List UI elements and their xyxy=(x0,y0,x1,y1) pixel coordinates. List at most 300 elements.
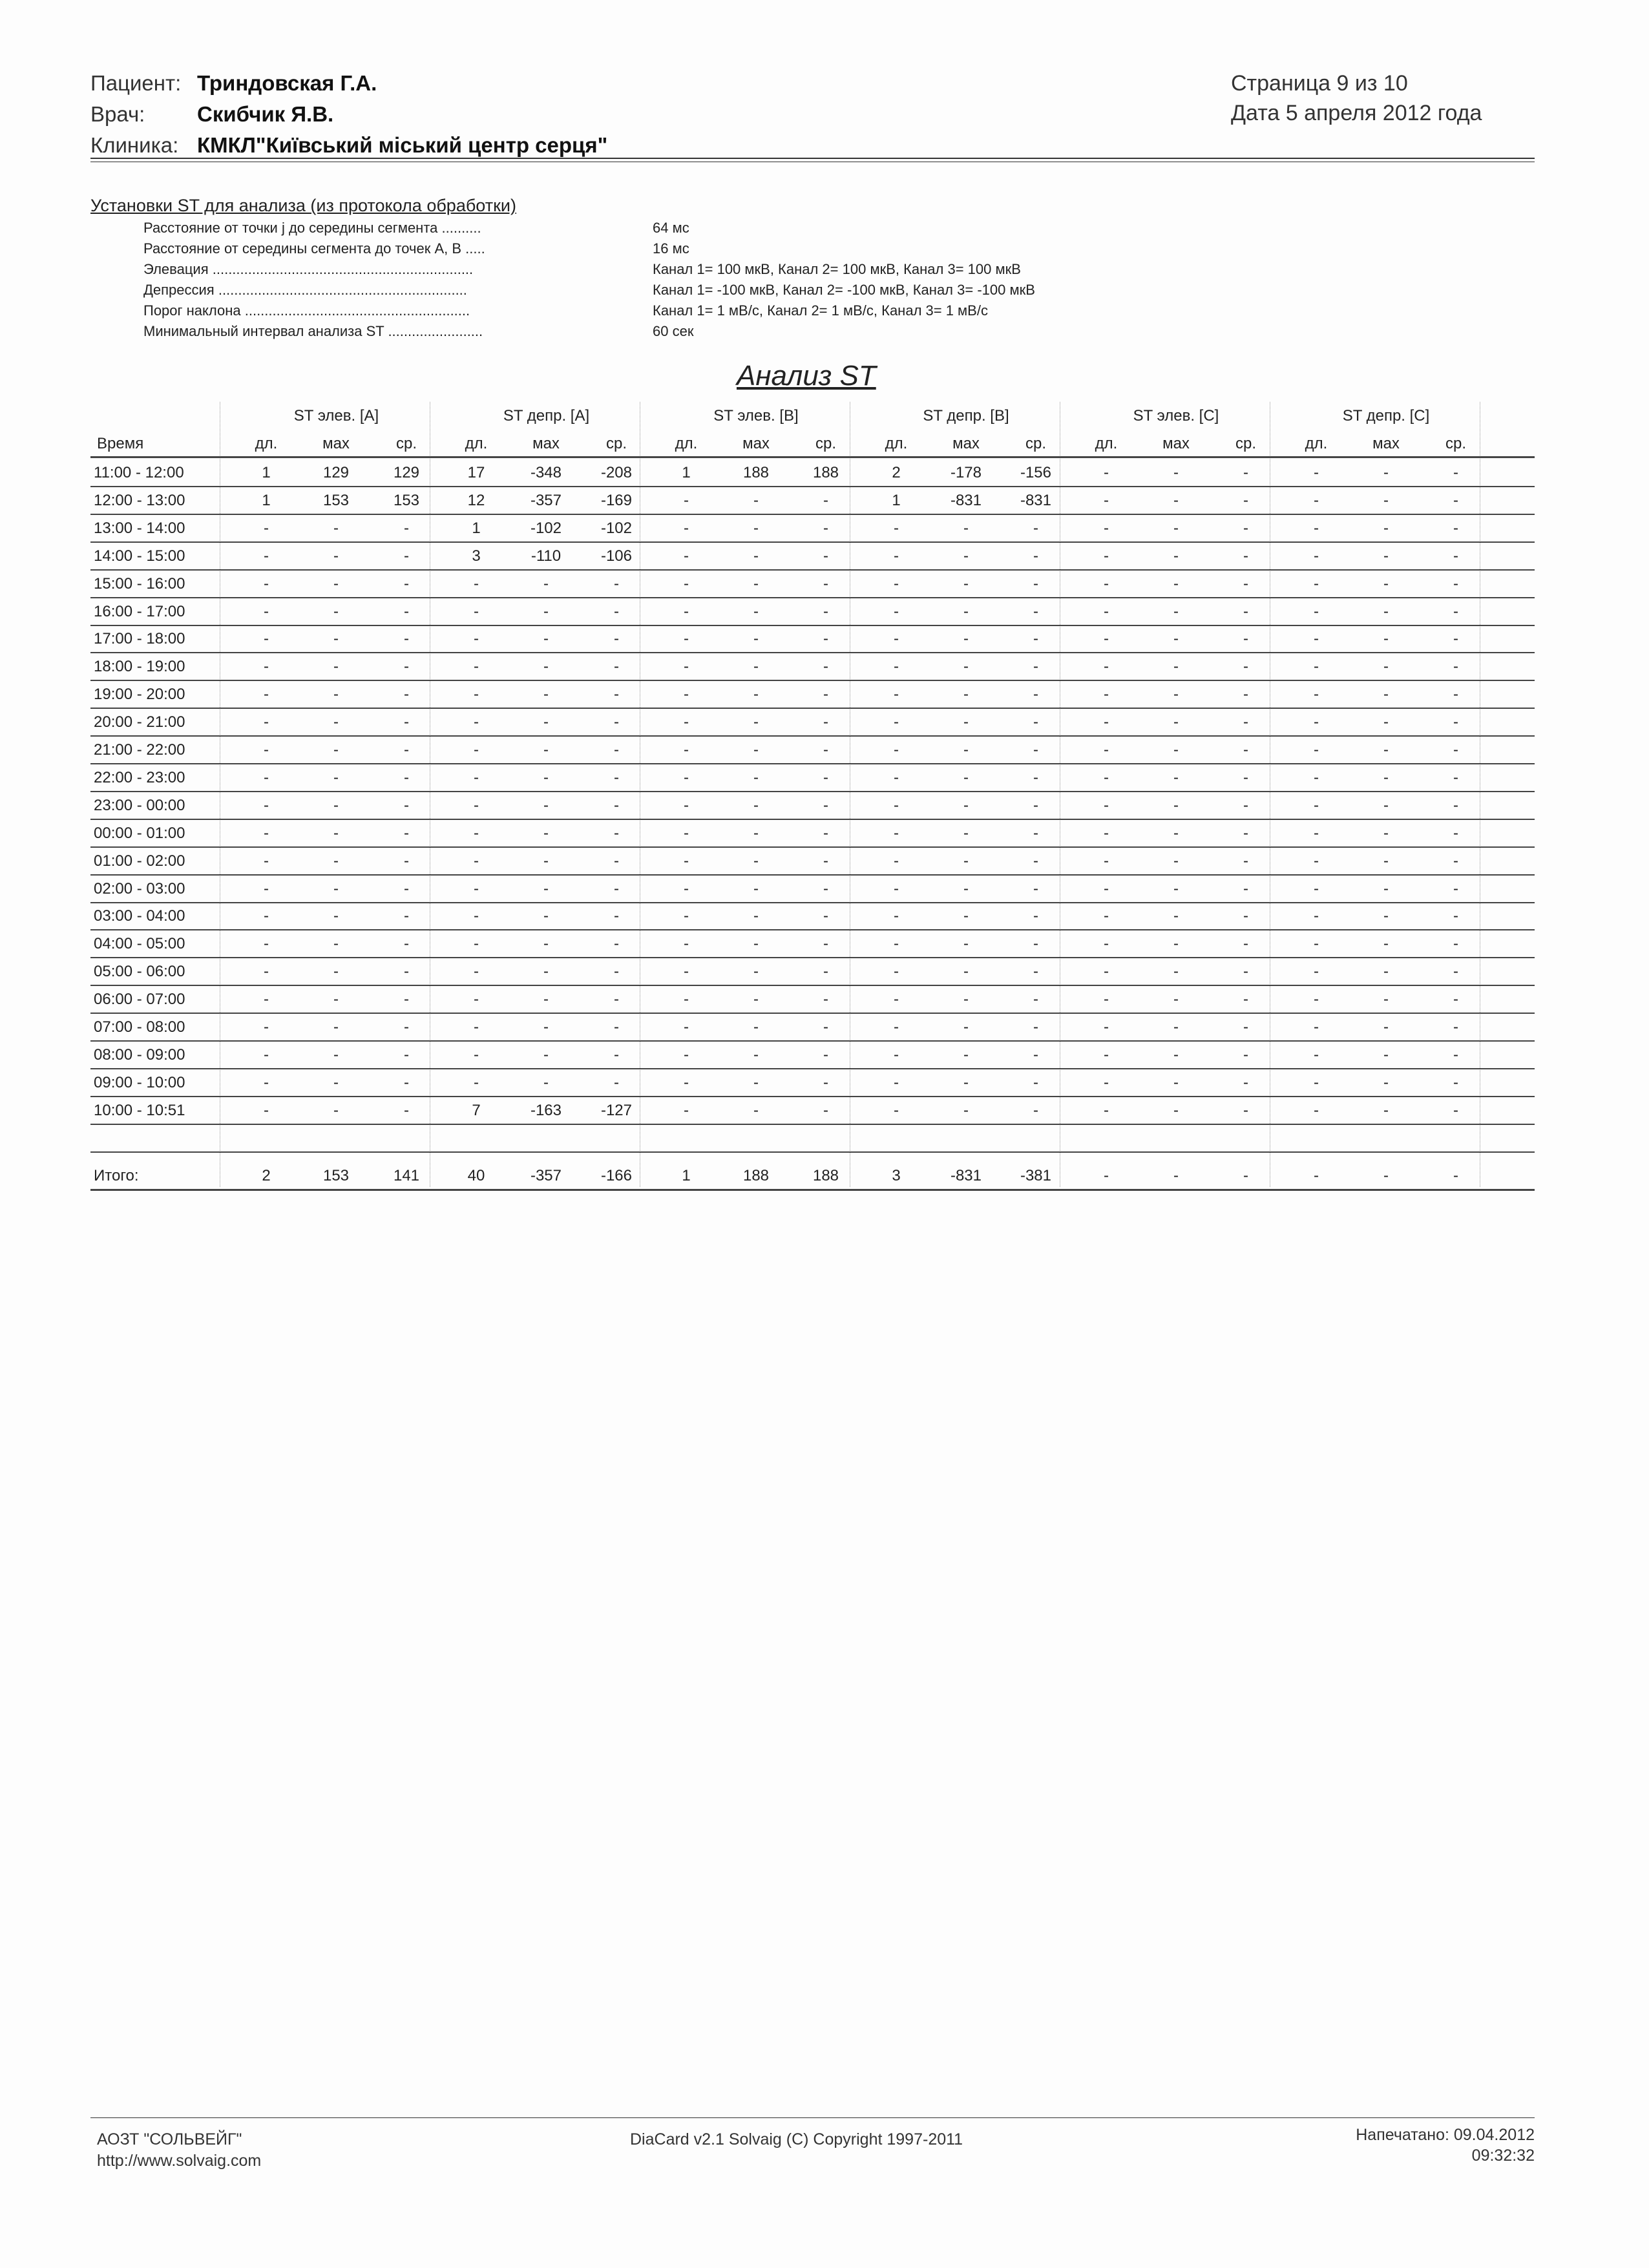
table-cell: - xyxy=(1314,630,1319,647)
table-cell: - xyxy=(1104,991,1109,1008)
header-rule xyxy=(90,456,1535,458)
table-cell: - xyxy=(1173,658,1179,675)
table-cell: - xyxy=(684,630,689,647)
table-cell: - xyxy=(1104,907,1109,925)
table-cell: - xyxy=(894,603,899,620)
table-cell: - xyxy=(404,907,409,925)
table-cell: - xyxy=(264,741,269,759)
total-cell: -166 xyxy=(600,1167,633,1184)
table-cell: - xyxy=(614,880,619,898)
table-cell: - xyxy=(1314,935,1319,952)
row-time: 14:00 - 15:00 xyxy=(94,547,185,565)
table-cell: - xyxy=(1243,464,1248,481)
table-cell: - xyxy=(614,686,619,703)
table-cell: - xyxy=(1033,1074,1038,1091)
table-cell: - xyxy=(1104,520,1109,537)
total-cell: - xyxy=(1104,1167,1109,1184)
table-cell: - xyxy=(264,852,269,870)
table-cell: - xyxy=(963,797,969,814)
column-subheader: дл. xyxy=(255,435,278,452)
table-cell: - xyxy=(753,769,759,786)
total-cell: 188 xyxy=(742,1167,770,1184)
table-cell: - xyxy=(264,935,269,952)
table-cell: 153 xyxy=(393,492,420,509)
table-cell: - xyxy=(684,658,689,675)
table-cell: - xyxy=(963,575,969,593)
table-cell: - xyxy=(1314,1018,1319,1036)
table-cell: - xyxy=(823,1018,828,1036)
table-cell: - xyxy=(543,686,549,703)
table-cell: - xyxy=(1104,603,1109,620)
table-cell: - xyxy=(963,547,969,565)
table-row-line xyxy=(90,1068,1535,1069)
table-cell: - xyxy=(1383,907,1389,925)
table-cell: - xyxy=(1314,1102,1319,1119)
column-subheader: ср. xyxy=(1445,435,1466,452)
table-cell: - xyxy=(474,769,479,786)
table-cell: - xyxy=(614,824,619,842)
table-cell: - xyxy=(333,603,339,620)
table-cell: - xyxy=(333,907,339,925)
table-cell: - xyxy=(963,991,969,1008)
table-cell: - xyxy=(1104,713,1109,731)
table-cell: - xyxy=(1104,852,1109,870)
table-cell: - xyxy=(1243,824,1248,842)
table-cell: - xyxy=(333,547,339,565)
table-cell: -163 xyxy=(530,1102,562,1119)
table-cell: - xyxy=(894,852,899,870)
table-cell: - xyxy=(894,1074,899,1091)
table-cell: - xyxy=(753,630,759,647)
table-row-line xyxy=(90,957,1535,958)
table-cell: - xyxy=(1033,991,1038,1008)
table-cell: - xyxy=(1383,769,1389,786)
table-cell: - xyxy=(614,658,619,675)
table-cell: - xyxy=(1314,603,1319,620)
table-cell: - xyxy=(823,713,828,731)
table-cell: - xyxy=(543,880,549,898)
table-row-line xyxy=(90,1096,1535,1097)
table-cell: - xyxy=(1033,520,1038,537)
table-cell: - xyxy=(543,603,549,620)
column-subheader: мах xyxy=(742,435,770,452)
table-cell: - xyxy=(543,769,549,786)
settings-title: Установки ST для анализа (из протокола обработки) xyxy=(90,196,516,215)
table-cell: - xyxy=(684,991,689,1008)
table-cell: - xyxy=(264,1074,269,1091)
table-cell: - xyxy=(614,1018,619,1036)
row-time: 20:00 - 21:00 xyxy=(94,713,185,731)
table-cell: - xyxy=(1104,741,1109,759)
table-row-line xyxy=(90,874,1535,876)
table-cell: - xyxy=(474,824,479,842)
table-cell: - xyxy=(753,935,759,952)
table-cell: - xyxy=(1314,713,1319,731)
footer-website[interactable]: http://www.solvaig.com xyxy=(97,2152,262,2170)
column-subheader: мах xyxy=(952,435,980,452)
table-cell: - xyxy=(474,935,479,952)
row-time: 22:00 - 23:00 xyxy=(94,769,185,786)
table-cell: 129 xyxy=(393,464,420,481)
table-cell: -169 xyxy=(600,492,633,509)
table-cell: - xyxy=(1243,547,1248,565)
row-time: 03:00 - 04:00 xyxy=(94,907,185,925)
table-cell: - xyxy=(963,935,969,952)
table-cell: - xyxy=(684,520,689,537)
table-cell: - xyxy=(1243,1074,1248,1091)
table-cell: - xyxy=(614,630,619,647)
time-column-header: Время xyxy=(97,435,144,452)
table-cell: - xyxy=(614,852,619,870)
settings-item-value: Канал 1= 100 мкВ, Канал 2= 100 мкВ, Канал 3= 100 мкВ xyxy=(653,261,1021,277)
table-row-line xyxy=(90,846,1535,848)
table-cell: - xyxy=(1314,852,1319,870)
patient-label: Пациент: xyxy=(90,71,182,95)
table-cell: - xyxy=(1453,797,1458,814)
table-cell: - xyxy=(333,1102,339,1119)
table-cell: - xyxy=(333,797,339,814)
table-cell: - xyxy=(264,630,269,647)
table-cell: - xyxy=(684,575,689,593)
footer-rule xyxy=(90,2117,1535,2118)
table-cell: 17 xyxy=(467,464,485,481)
table-row-line xyxy=(90,514,1535,515)
table-cell: - xyxy=(1383,547,1389,565)
clinic-name: КМКЛ"Київський міський центр серця" xyxy=(197,133,608,157)
table-cell: - xyxy=(404,797,409,814)
column-subheader: ср. xyxy=(815,435,836,452)
table-cell: - xyxy=(1383,880,1389,898)
table-cell: - xyxy=(1243,520,1248,537)
settings-item-label: Расстояние от точки j до середины сегмента .......... xyxy=(143,220,481,236)
column-group-header: ST депр. [A] xyxy=(503,407,590,425)
table-cell: - xyxy=(1453,464,1458,481)
table-cell: - xyxy=(264,797,269,814)
table-row-line xyxy=(90,486,1535,487)
table-row-line xyxy=(90,569,1535,571)
table-cell: - xyxy=(264,547,269,565)
footer-company: АОЗТ "СОЛЬВЕЙГ" xyxy=(97,2130,242,2148)
table-cell: - xyxy=(894,713,899,731)
row-time: 16:00 - 17:00 xyxy=(94,603,185,620)
table-cell: - xyxy=(1033,935,1038,952)
table-cell: - xyxy=(1383,658,1389,675)
table-cell: - xyxy=(1173,1046,1179,1064)
table-cell: - xyxy=(963,658,969,675)
table-cell: - xyxy=(404,1074,409,1091)
table-cell: - xyxy=(823,824,828,842)
table-cell: - xyxy=(474,963,479,980)
table-cell: - xyxy=(1104,797,1109,814)
table-cell: - xyxy=(1243,852,1248,870)
table-cell: - xyxy=(963,1102,969,1119)
table-cell: - xyxy=(823,1046,828,1064)
table-cell: - xyxy=(894,769,899,786)
table-cell: - xyxy=(264,824,269,842)
table-cell: - xyxy=(684,1018,689,1036)
table-cell: - xyxy=(684,713,689,731)
table-cell: - xyxy=(404,1102,409,1119)
table-cell: - xyxy=(684,1102,689,1119)
table-cell: - xyxy=(543,852,549,870)
table-cell: - xyxy=(1033,686,1038,703)
total-cell: - xyxy=(1173,1167,1179,1184)
footer-copyright: DiaCard v2.1 Solvaig (C) Copyright 1997-2011 xyxy=(630,2130,963,2148)
table-cell: 1 xyxy=(262,492,271,509)
table-cell: - xyxy=(1453,769,1458,786)
total-cell: 188 xyxy=(812,1167,839,1184)
table-cell: - xyxy=(474,852,479,870)
table-cell: - xyxy=(1104,658,1109,675)
column-group-header: ST депр. [B] xyxy=(923,407,1009,425)
total-cell: - xyxy=(1314,1167,1319,1184)
table-cell: - xyxy=(1104,630,1109,647)
table-cell: - xyxy=(1033,603,1038,620)
table-cell: - xyxy=(1383,824,1389,842)
table-cell: - xyxy=(753,1102,759,1119)
table-cell: - xyxy=(894,741,899,759)
row-time: 07:00 - 08:00 xyxy=(94,1018,185,1036)
table-cell: - xyxy=(1173,520,1179,537)
table-cell: - xyxy=(684,1046,689,1064)
table-row-line xyxy=(90,625,1535,626)
table-cell: - xyxy=(1453,492,1458,509)
total-label: Итого: xyxy=(94,1167,139,1184)
table-cell: - xyxy=(894,658,899,675)
table-cell: - xyxy=(264,603,269,620)
table-cell: - xyxy=(543,741,549,759)
table-cell: - xyxy=(543,963,549,980)
table-cell: - xyxy=(894,575,899,593)
table-cell: - xyxy=(963,520,969,537)
table-cell: - xyxy=(963,907,969,925)
table-cell: - xyxy=(1383,603,1389,620)
table-cell: - xyxy=(684,686,689,703)
table-cell: - xyxy=(894,797,899,814)
table-cell: - xyxy=(404,991,409,1008)
table-cell: - xyxy=(823,769,828,786)
table-cell: - xyxy=(474,741,479,759)
table-cell: 188 xyxy=(742,464,770,481)
column-subheader: дл. xyxy=(465,435,488,452)
table-cell: - xyxy=(1453,547,1458,565)
table-cell: - xyxy=(753,1018,759,1036)
table-cell: - xyxy=(1383,1046,1389,1064)
table-cell: - xyxy=(333,575,339,593)
table-cell: - xyxy=(894,1018,899,1036)
table-cell: - xyxy=(963,713,969,731)
table-cell: - xyxy=(1243,658,1248,675)
table-cell: - xyxy=(1173,935,1179,952)
table-cell: - xyxy=(1033,658,1038,675)
table-cell: - xyxy=(404,603,409,620)
table-cell: - xyxy=(474,1074,479,1091)
table-row-line xyxy=(90,1013,1535,1014)
table-cell: - xyxy=(404,880,409,898)
table-cell: - xyxy=(1104,575,1109,593)
table-cell: - xyxy=(1314,991,1319,1008)
row-time: 12:00 - 13:00 xyxy=(94,492,185,509)
table-cell: - xyxy=(1033,1046,1038,1064)
table-cell: - xyxy=(823,907,828,925)
table-cell: -348 xyxy=(530,464,562,481)
table-cell: - xyxy=(753,547,759,565)
table-cell: - xyxy=(963,852,969,870)
table-cell: - xyxy=(823,963,828,980)
table-row-line xyxy=(90,708,1535,709)
table-cell: - xyxy=(1173,1102,1179,1119)
column-subheader: мах xyxy=(1162,435,1190,452)
table-cell: - xyxy=(1173,1074,1179,1091)
table-cell: - xyxy=(404,852,409,870)
table-cell: - xyxy=(543,935,549,952)
table-cell: - xyxy=(264,1018,269,1036)
row-time: 18:00 - 19:00 xyxy=(94,658,185,675)
table-row-line xyxy=(90,735,1535,737)
table-cell: - xyxy=(1033,852,1038,870)
table-cell: - xyxy=(753,991,759,1008)
table-cell: - xyxy=(1314,686,1319,703)
table-cell: - xyxy=(1314,824,1319,842)
table-cell: - xyxy=(1383,575,1389,593)
table-cell: - xyxy=(684,741,689,759)
table-cell: - xyxy=(1383,1074,1389,1091)
table-cell: - xyxy=(474,797,479,814)
table-cell: - xyxy=(333,713,339,731)
table-cell: - xyxy=(823,991,828,1008)
table-row-line xyxy=(90,1124,1535,1125)
table-cell: - xyxy=(614,575,619,593)
table-cell: - xyxy=(1033,963,1038,980)
table-cell: 2 xyxy=(892,464,901,481)
table-cell: - xyxy=(1173,630,1179,647)
row-time: 09:00 - 10:00 xyxy=(94,1074,185,1091)
table-cell: - xyxy=(1383,935,1389,952)
row-time: 00:00 - 01:00 xyxy=(94,824,185,842)
total-cell: 153 xyxy=(322,1167,350,1184)
table-cell: -102 xyxy=(530,520,562,537)
table-cell: - xyxy=(823,741,828,759)
table-cell: - xyxy=(1033,547,1038,565)
settings-item-value: 64 мс xyxy=(653,220,689,236)
total-cell: - xyxy=(1453,1167,1458,1184)
table-cell: - xyxy=(1243,907,1248,925)
table-cell: - xyxy=(404,1018,409,1036)
table-cell: -178 xyxy=(950,464,982,481)
table-cell: - xyxy=(684,880,689,898)
table-cell: - xyxy=(1453,1046,1458,1064)
table-cell: - xyxy=(1104,492,1109,509)
row-time: 17:00 - 18:00 xyxy=(94,630,185,647)
table-cell: - xyxy=(684,769,689,786)
table-cell: - xyxy=(1383,520,1389,537)
table-cell: - xyxy=(963,824,969,842)
table-cell: - xyxy=(963,686,969,703)
settings-item-label: Минимальный интервал анализа ST ........................ xyxy=(143,323,483,339)
clinic-label: Клиника: xyxy=(90,133,179,157)
table-cell: - xyxy=(614,1074,619,1091)
table-cell: - xyxy=(404,630,409,647)
table-cell: - xyxy=(264,1102,269,1119)
table-cell: - xyxy=(823,575,828,593)
table-cell: - xyxy=(684,824,689,842)
table-cell: - xyxy=(753,963,759,980)
row-time: 02:00 - 03:00 xyxy=(94,880,185,898)
table-cell: - xyxy=(1243,686,1248,703)
column-subheader: мах xyxy=(322,435,350,452)
table-row-line xyxy=(90,652,1535,653)
table-cell: - xyxy=(1453,824,1458,842)
row-time: 01:00 - 02:00 xyxy=(94,852,185,870)
table-cell: - xyxy=(684,852,689,870)
table-cell: - xyxy=(264,686,269,703)
table-cell: - xyxy=(474,880,479,898)
table-cell: - xyxy=(963,1046,969,1064)
table-cell: - xyxy=(1104,464,1109,481)
table-cell: - xyxy=(1314,880,1319,898)
table-cell: - xyxy=(753,686,759,703)
column-subheader: дл. xyxy=(675,435,698,452)
table-cell: - xyxy=(474,991,479,1008)
table-cell: - xyxy=(1104,686,1109,703)
table-cell: - xyxy=(1104,547,1109,565)
table-cell: - xyxy=(894,1046,899,1064)
table-cell: 7 xyxy=(472,1102,481,1119)
table-cell: - xyxy=(1383,492,1389,509)
table-cell: - xyxy=(404,713,409,731)
table-cell: - xyxy=(1243,991,1248,1008)
table-cell: - xyxy=(404,824,409,842)
table-cell: - xyxy=(1383,963,1389,980)
total-cell: 1 xyxy=(682,1167,691,1184)
table-cell: - xyxy=(1314,1046,1319,1064)
table-cell: - xyxy=(1033,907,1038,925)
page-info: Страница 9 из 10 xyxy=(1231,71,1408,96)
table-cell: - xyxy=(1453,630,1458,647)
table-cell: - xyxy=(1033,824,1038,842)
table-cell: - xyxy=(684,603,689,620)
table-cell: - xyxy=(1243,797,1248,814)
table-cell: - xyxy=(474,575,479,593)
table-cell: - xyxy=(333,963,339,980)
table-row-line xyxy=(90,597,1535,598)
row-time: 11:00 - 12:00 xyxy=(94,464,184,481)
table-cell: - xyxy=(1314,658,1319,675)
table-cell: - xyxy=(753,741,759,759)
table-cell: - xyxy=(543,713,549,731)
table-cell: - xyxy=(823,520,828,537)
table-cell: - xyxy=(614,963,619,980)
row-time: 05:00 - 06:00 xyxy=(94,963,185,980)
table-cell: - xyxy=(1243,603,1248,620)
table-cell: - xyxy=(404,520,409,537)
table-cell: - xyxy=(1383,797,1389,814)
patient-name: Триндовская Г.А. xyxy=(197,71,377,95)
table-cell: - xyxy=(1453,880,1458,898)
table-cell: - xyxy=(1173,575,1179,593)
table-cell: -208 xyxy=(600,464,633,481)
total-cell: -831 xyxy=(950,1167,982,1184)
total-cell: 141 xyxy=(393,1167,420,1184)
table-cell: - xyxy=(614,741,619,759)
row-time: 13:00 - 14:00 xyxy=(94,520,185,537)
column-group-header: ST депр. [C] xyxy=(1342,407,1430,425)
table-cell: - xyxy=(894,880,899,898)
table-cell: - xyxy=(264,713,269,731)
table-cell: - xyxy=(753,1046,759,1064)
table-cell: - xyxy=(1243,492,1248,509)
table-cell: - xyxy=(823,1102,828,1119)
